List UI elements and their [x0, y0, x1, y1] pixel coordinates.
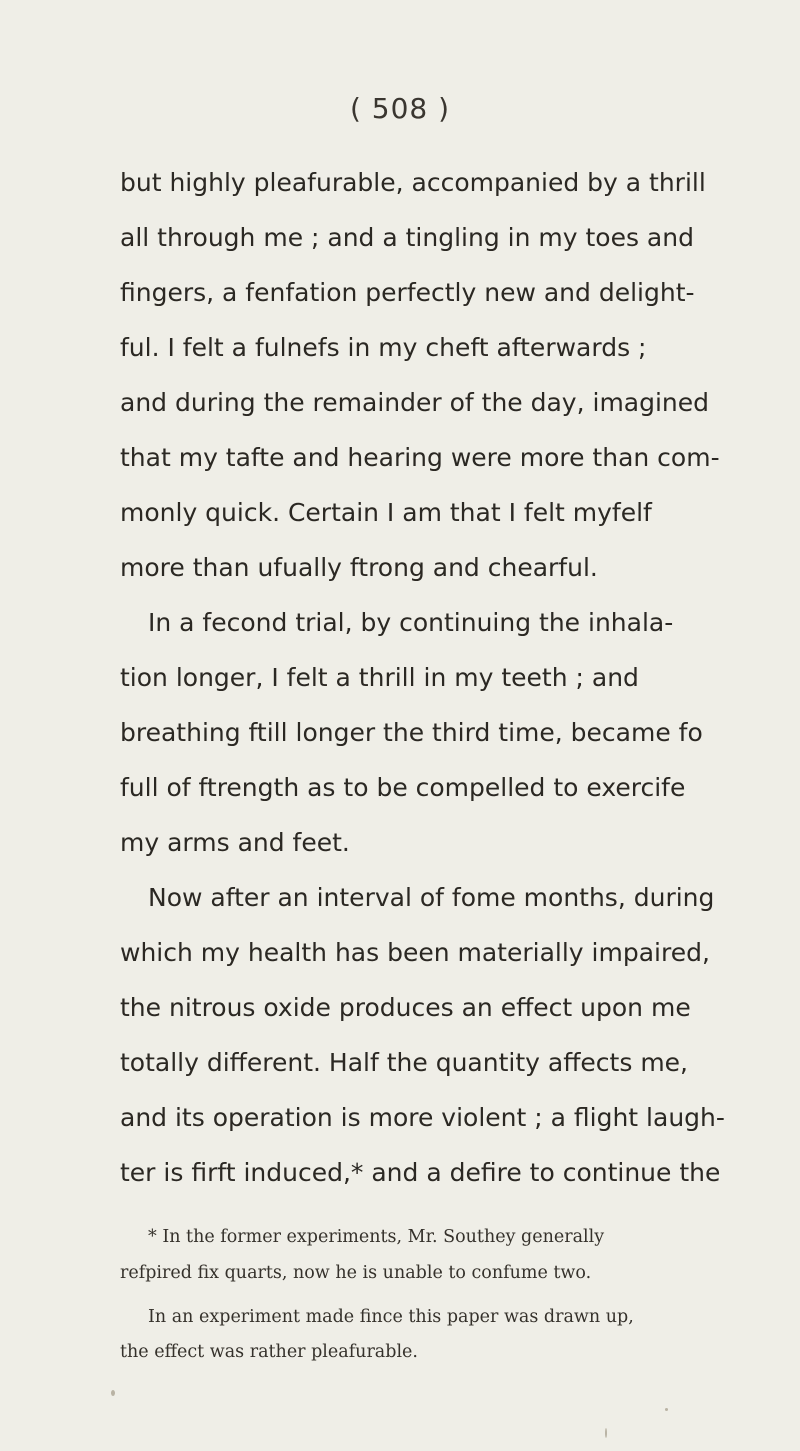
text-line: and its operation is more violent ; a flight laugh-: [120, 1103, 725, 1132]
text-line: ter is firft induced,* and a defire to continue the: [120, 1158, 721, 1187]
footnote-line: * In the former experiments, Mr. Southey generally: [148, 1227, 605, 1247]
text-line: fingers, a fenfation perfectly new and delight-: [120, 278, 695, 307]
text-line: breathing ftill longer the third time, became fo: [120, 718, 703, 747]
text-line: and during the remainder of the day, imagined: [120, 388, 710, 417]
text-line: ful. I felt a fulnefs in my cheft afterwards ;: [120, 333, 647, 362]
paragraph-start-line: In a fecond trial, by continuing the inhala-: [148, 608, 674, 637]
footnote-line: refpired fix quarts, now he is unable to confume two.: [120, 1263, 592, 1283]
footnote-line: the effect was rather pleafurable.: [120, 1342, 418, 1362]
text-line: totally different. Half the quantity affects me,: [120, 1048, 689, 1077]
text-line: but highly pleafurable, accompanied by a thrill: [120, 168, 706, 197]
text-line: my arms and feet.: [120, 828, 350, 857]
text-line: the nitrous oxide produces an effect upon me: [120, 993, 691, 1022]
text-line: that my tafte and hearing were more than com-: [120, 443, 720, 472]
text-line: full of ftrength as to be compelled to exercife: [120, 773, 686, 802]
text-line: all through me ; and a tingling in my toes and: [120, 223, 694, 252]
paragraph-start-line: Now after an interval of fome months, during: [148, 883, 715, 912]
text-line: which my health has been materially impaired,: [120, 938, 710, 967]
paper-speck: [111, 1390, 115, 1396]
paper-speck: [665, 1408, 668, 1411]
text-line: tion longer, I felt a thrill in my teeth ; and: [120, 663, 639, 692]
paper-speck: [605, 1428, 607, 1438]
footnote-line: In an experiment made fince this paper was drawn up,: [148, 1307, 634, 1327]
text-line: monly quick. Certain I am that I felt myfelf: [120, 498, 652, 527]
text-line: more than ufually ftrong and chearful.: [120, 553, 598, 582]
page-number: ( 508 ): [349, 92, 451, 125]
